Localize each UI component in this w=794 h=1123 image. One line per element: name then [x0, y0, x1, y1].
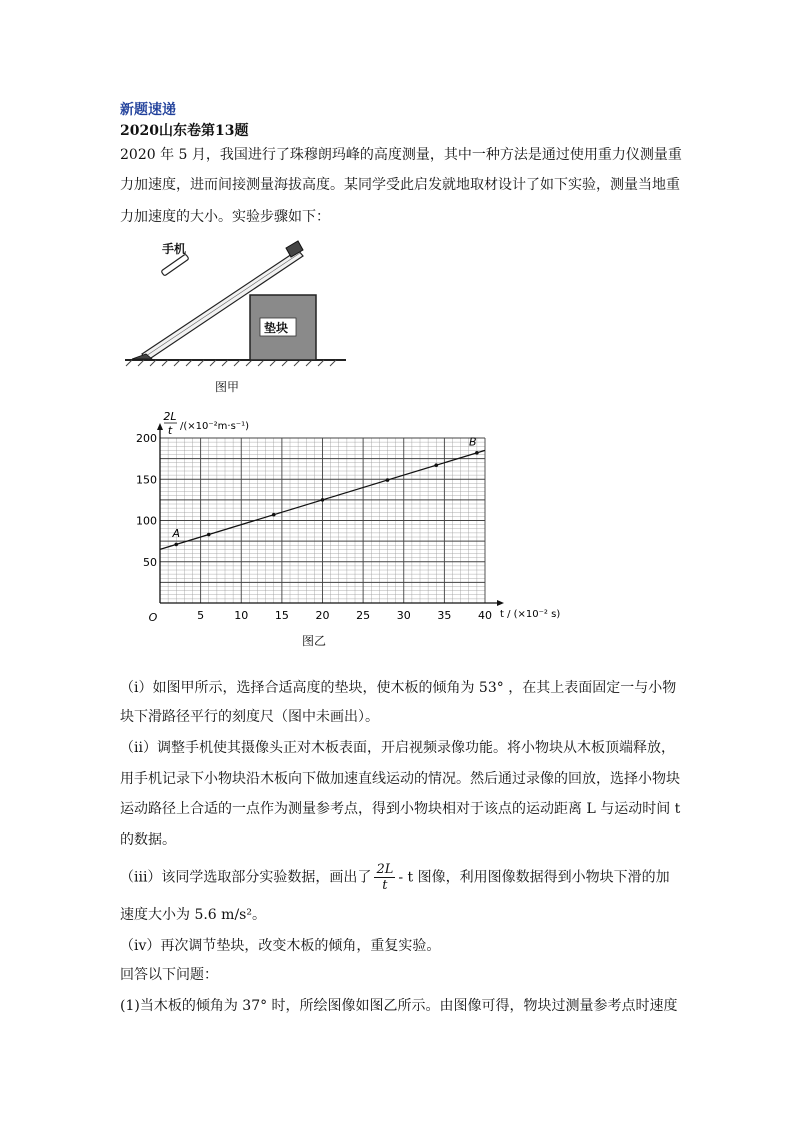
step-3-line-2: 速度大小为 5.6 m/s²。 [120, 907, 266, 923]
section-label: 新题速递 [120, 102, 176, 118]
intro-line-1: 2020 年 5 月，我国进行了珠穆朗玛峰的高度测量，其中一种方法是通过使用重力仪测量重 [120, 147, 682, 163]
x-tick-label: 10 [234, 609, 249, 622]
y-tick-label: 150 [136, 473, 157, 487]
step-3-pre: （iii）该同学选取部分实验数据，画出了 [120, 869, 372, 886]
step-3-fraction [374, 862, 395, 893]
point-annotation: A [172, 527, 181, 540]
step-3-num: 2L [376, 862, 394, 877]
x-tick-label: 5 [197, 609, 205, 622]
figure-a-apparatus [120, 232, 360, 402]
step-3-den: t [382, 878, 388, 893]
data-point [434, 463, 438, 467]
intro-line-3: 力加速度的大小。实验步骤如下： [120, 209, 330, 225]
figure-a-caption: 图甲 [215, 380, 240, 394]
intro-line-2: 力加速度，进而间接测量海拔高度。某同学受此启发就地取材设计了如下实验，测量当地重 [120, 177, 680, 193]
step-4: （iv）再次调节垫块，改变木板的倾角，重复实验。 [120, 938, 441, 954]
ylabel-unit: /(×10⁻²m·s⁻¹) [180, 421, 249, 432]
xlabel: t / (×10⁻² s) [500, 609, 561, 620]
y-tick-label: 200 [136, 432, 157, 445]
x-tick-label: 40 [478, 609, 492, 622]
step-1-line-1: （i）如图甲所示，选择合适高度的垫块，使木板的倾角为 53° ，在其上表面固定一与小物 [120, 680, 677, 696]
y-tick-label: 50 [143, 555, 157, 569]
point-annotation: B [469, 435, 477, 449]
question-1: (1)当木板的倾角为 37° 时，所绘图像如图乙所示。由图像可得，物块过测量参考点时速度 [120, 998, 678, 1014]
phone-icon [161, 254, 189, 276]
x-tick-label: 30 [396, 609, 411, 622]
figure-b-chart [130, 405, 590, 655]
ylabel-num: 2L [163, 410, 177, 423]
data-point [207, 533, 211, 537]
data-point [272, 513, 276, 517]
phone-label: 手机 [162, 242, 187, 256]
origin-label: O [148, 611, 158, 624]
figure-b-caption: 图乙 [302, 634, 327, 648]
x-tick-label: 25 [356, 609, 371, 622]
source-title: 2020山东卷第13题 [120, 123, 249, 139]
annotations [171, 435, 476, 540]
y-axis-arrow [157, 423, 163, 430]
block-label: 垫块 [264, 321, 289, 335]
y-tick-label: 100 [136, 514, 157, 528]
data-point [321, 498, 325, 502]
step-2-line-1: （ii）调整手机使其摄像头正对木板表面，开启视频录像功能。将小物块从木板顶端释放， [120, 740, 675, 756]
step-2-line-2: 用手机记录下小物块沿木板向下做加速直线运动的情况。然后通过录像的回放，选择小物块 [120, 771, 680, 787]
ylabel-den: t [167, 424, 173, 437]
step-3-line-1 [120, 862, 670, 893]
data-point [174, 543, 178, 547]
x-tick-label: 20 [315, 609, 330, 622]
step-1-line-2: 块下滑路径平行的刻度尺（图中未画出）。 [120, 709, 379, 725]
step-2-line-3: 运动路径上合适的一点作为测量参考点，得到小物块相对于该点的运动距离 L 与运动时间 t [120, 801, 681, 817]
x-axis-arrow [497, 600, 504, 606]
x-tick-label: 35 [437, 609, 452, 622]
questions-prompt: 回答以下问题： [120, 967, 218, 983]
data-point [386, 478, 390, 482]
data-point [475, 451, 479, 455]
tick-labels [136, 432, 492, 622]
step-2-line-4: 的数据。 [120, 832, 176, 848]
step-3-post: - t 图像，利用图像数据得到小物块下滑的加 [398, 869, 670, 886]
x-tick-label: 15 [274, 609, 289, 622]
